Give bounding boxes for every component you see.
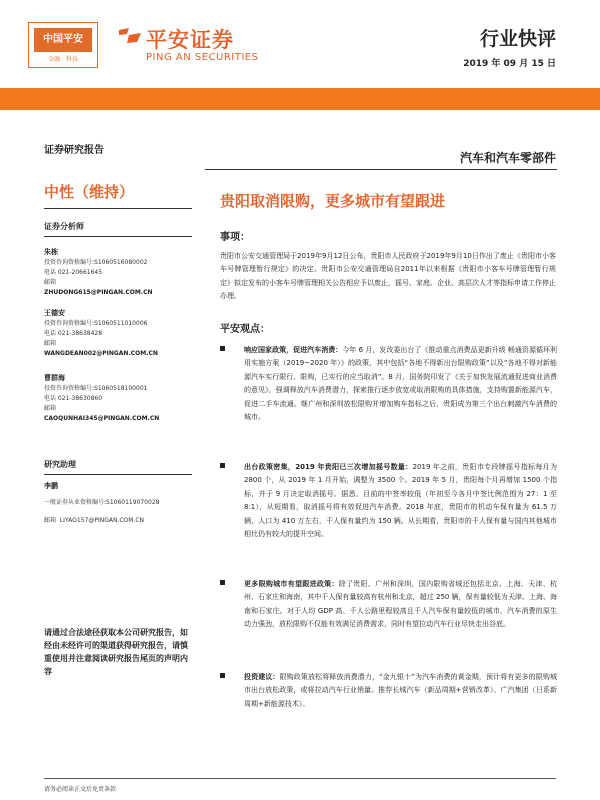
report-date: 2019 年 09 月 15 日 — [463, 59, 556, 69]
brand-mark-icon — [117, 26, 143, 46]
analyst-email-label: 邮箱 — [44, 279, 57, 286]
views-heading: 平安观点： — [220, 324, 270, 335]
viewpoint-text: 除了贵阳、广州和深圳，国内限购省城还包括北京、上海、天津、杭州、石家庄和海南，其中千人保有量较高有杭州和北京，超过 250 辆，保有量较低为天津、上海、海南和石家庄。对于人均 GDP 高、千人公路里程较高且千人汽车保有量较低的城市，汽车消费的原生动力强劲，放松限购不仅能有效满足消费需求，同时有望拉动汽车行业尽快走出谷底。 — [244, 580, 558, 629]
footer-divider — [44, 778, 556, 779]
analyst-name: 王德安 — [44, 309, 65, 317]
logo-box-title: 中国平安 — [34, 28, 92, 52]
analyst-heading: 证券分析师 — [44, 222, 84, 231]
assistant-license: 一般证券从业资格编号:S1060119070028 — [44, 499, 160, 506]
rating-divider — [44, 208, 192, 209]
brand-name-cn: 平安证券 — [146, 28, 234, 52]
viewpoint-lead: 更多限购城市有望跟进政策： — [244, 580, 339, 588]
bullet-square-icon — [220, 346, 225, 351]
analyst-phone: 电话 021-38630860 — [44, 395, 103, 402]
event-paragraph: 贵阳市公安交通管理局于2019年9月12日公布，贵阳市人民政府于2019年9月10日作出了废止《贵阳市小客车号牌管理暂行规定》的决定。贵阳市公安交通管理局自2011年以来根据《贵阳市小客车号牌管理暂行规定》拟定发布的小客车号牌管理相关公告相应予以废止，摇号、家庭、企业、高层次人才等指标申请工作停止办理。 — [220, 252, 556, 301]
report-type: 行业快评 — [479, 28, 556, 50]
viewpoint-text: 2019 年之前，贵阳市专段牌摇号指标每月为 2800 个，从 2019 年 1 月开始，调整为 3500 个。2019 年 5 月，贵阳每个月再增加 1500 个指标，并于 9 月决定取消摇号。据悉，目前的中签率较低（年初至今各月中签比例范围为 27：1 至 8:1），从短期看，取消摇号将有效促进汽车消费。2018 年底，贵阳市的机动车保有量为 61.5 万辆，人口为 410 万左右，千人保有量约为 150 辆。从长期看，贵阳市的千人保有量与国内其他城市相比仍有较大的提升空间。 — [244, 463, 557, 539]
viewpoint-lead: 投资建议： — [244, 673, 280, 681]
assistant-email-value: LIYAO157@PINGAN.COM.CN — [59, 517, 145, 524]
viewpoint-item — [220, 578, 557, 632]
bullet-square-icon — [220, 673, 225, 678]
viewpoint-item — [220, 344, 557, 424]
event-heading: 事项： — [220, 232, 250, 243]
assistant-email — [44, 516, 204, 526]
analyst-email: CAOQUNHAI345@PINGAN.COM.CN — [44, 415, 160, 422]
sidebar-disclaimer: 请通过合法途径获取本公司研究报告，如经由未经许可的渠道获得研究报告，请慎重使用并注意阅读研究报告尾页的声明内容 — [44, 628, 188, 676]
viewpoint-text: 限购政策放松将释放消费潜力，“金九银十”为汽车消费的黄金期，预计将有更多的限购城市出台放松政策，或将拉动汽车行业销量。推荐长城汽车（新品周期+营销改革）、广汽集团（日系新周期+新能源技术）。 — [244, 673, 557, 708]
analyst-phone: 电话 021-20661645 — [44, 269, 103, 276]
analyst-email: ZHUDONG615@PINGAN.COM.CN — [44, 289, 153, 296]
analyst-email-label: 邮箱 — [44, 340, 57, 347]
viewpoint-item — [220, 461, 557, 541]
sector-name: 汽车和汽车零部件 — [459, 151, 556, 165]
assistant-name: 李鹏 — [44, 482, 58, 490]
assistant-email-label: 邮箱 — [44, 517, 57, 524]
footer-disclaimer: 请务必阅读正文后免责条款 — [44, 786, 117, 793]
assistant-heading: 研究助理 — [44, 460, 76, 469]
analyst-phone: 电话 021-38638428 — [44, 330, 103, 337]
rating: 中性（维持） — [44, 183, 135, 201]
viewpoint-lead: 响应国家政策，促进汽车消费： — [244, 346, 343, 354]
analyst-card — [44, 372, 204, 424]
brand-name-en: PING AN SECURITIES — [146, 52, 259, 63]
analyst-license: 投资咨询资格编号:S1060511010006 — [44, 320, 148, 327]
analyst-name: 曹群海 — [44, 374, 65, 382]
analyst-card — [44, 246, 204, 298]
analyst-email: WANGDEAN002@PINGAN.COM.CN — [44, 350, 158, 357]
analyst-name: 朱栋 — [44, 248, 58, 256]
report-title: 贵阳取消限购，更多城市有望跟进 — [220, 192, 446, 210]
viewpoint-item — [220, 671, 557, 711]
analyst-license: 投资咨询资格编号:S1060516080002 — [44, 259, 148, 266]
analyst-email-label: 邮箱 — [44, 405, 57, 412]
assistant-card — [44, 480, 204, 526]
assistant-divider — [44, 474, 192, 475]
bullet-square-icon — [220, 580, 225, 585]
header-band — [0, 88, 600, 110]
ping-an-group-logo — [28, 22, 98, 68]
analyst-card — [44, 307, 204, 359]
report-label: 证券研究报告 — [44, 145, 104, 156]
viewpoint-lead: 出台政策密集，2019 年贵阳已三次增加摇号数量： — [244, 463, 413, 471]
analyst-license: 投资咨询资格编号:S1060518100001 — [44, 385, 148, 392]
viewpoint-text: 今年 6 月，发改委出台了《推动重点消费品更新升级 畅通资源循环利用实施方案（2019~2020 年）》的政策，其中包括“各地不得新出台限购政策”以及“各地不得对新能源汽车实行限行、限购，已实行的应当取消”。8 月，国务院印发了《关于加快发展流通促进商业消费的意见》，强调释放汽车消费潜力，探索推行逐步放宽或取消限购的具体措施，支持购置新能源汽车，促进二手车流通。继广州和深圳放松限购并增加购车指标之后，贵阳成为第三个出台刺激汽车消费的城市。 — [244, 346, 558, 422]
sector-divider — [205, 169, 557, 170]
analyst-divider — [44, 236, 192, 237]
logo-box-tagline: 金融 · 科技 — [48, 56, 78, 63]
bullet-square-icon — [220, 463, 225, 468]
